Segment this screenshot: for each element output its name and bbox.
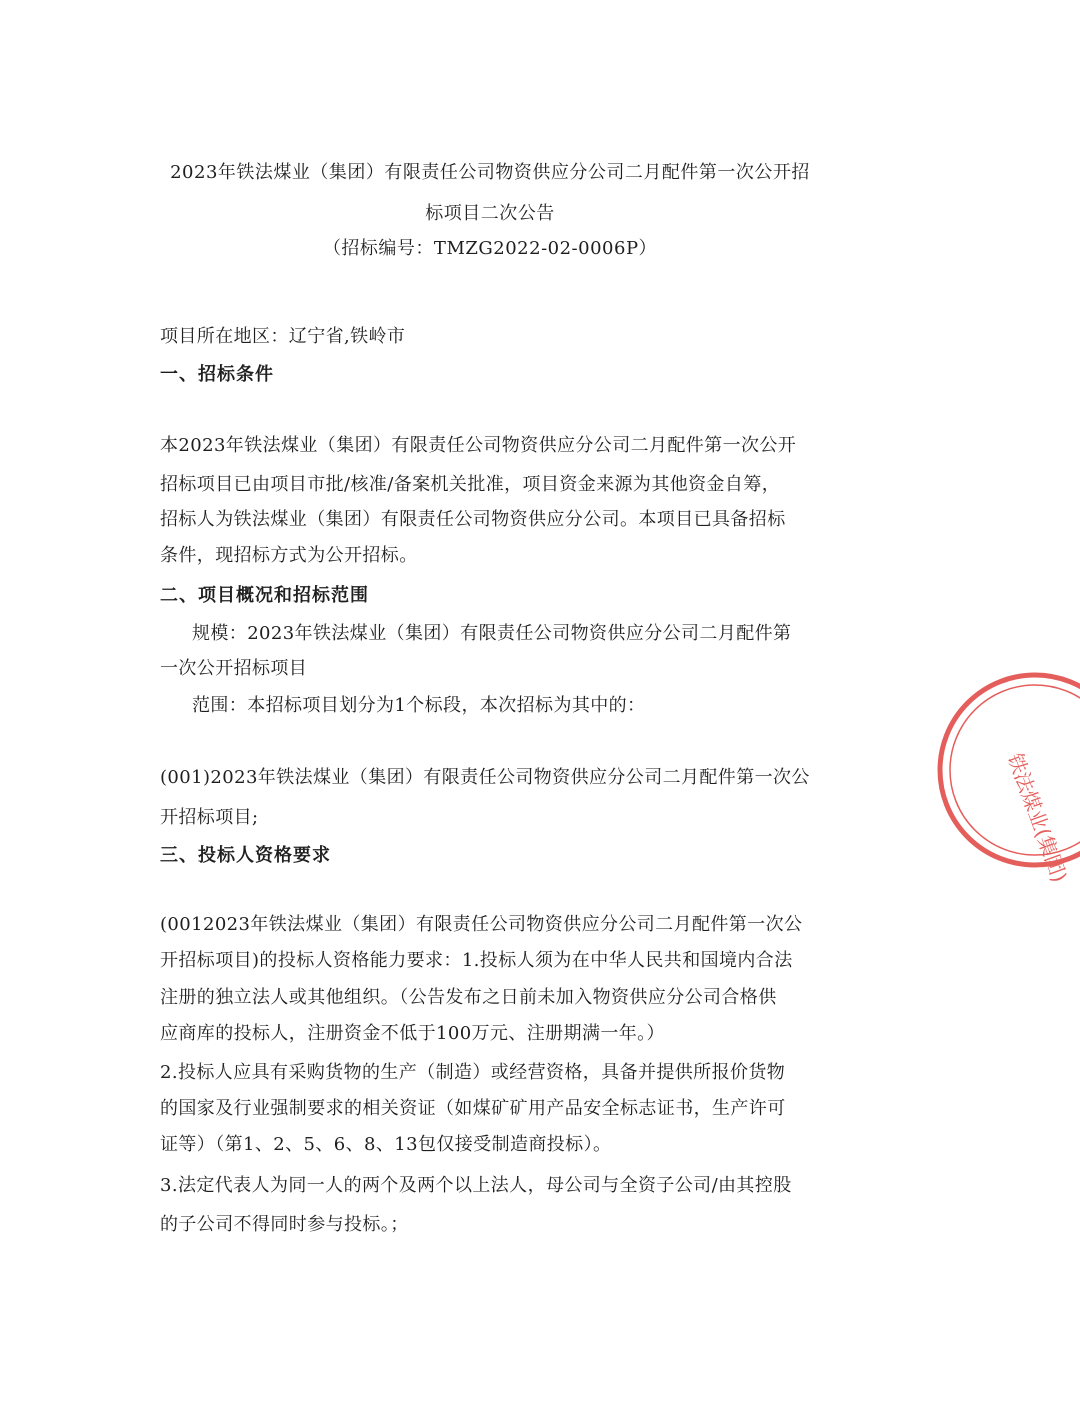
section-1-heading: 一、招标条件: [160, 364, 274, 385]
section-1-line-3: 招标人为铁法煤业（集团）有限责任公司物资供应分公司。本项目已具备招标: [160, 509, 786, 530]
lot-line-1: (001)2023年铁法煤业（集团）有限责任公司物资供应分公司二月配件第一次公: [160, 767, 810, 788]
scale-line-2: 一次公开招标项目: [160, 658, 308, 679]
title-line-1: 2023年铁法煤业（集团）有限责任公司物资供应分公司二月配件第一次公开招: [170, 162, 810, 183]
company-seal-stamp: [930, 660, 1080, 886]
scope-line: 范围：本招标项目划分为1个标段，本次招标为其中的：: [192, 695, 646, 716]
section-3-line-8: 3.法定代表人为同一人的两个及两个以上法人，母公司与全资子公司/由其控股: [160, 1175, 792, 1196]
section-3-line-1: (0012023年铁法煤业（集团）有限责任公司物资供应分公司二月配件第一次公: [160, 914, 803, 935]
section-3-line-7: 证等）（第1、2、5、6、8、13包仅接受制造商投标）。: [160, 1134, 612, 1155]
svg-text:铁法煤业(集团): 铁法煤业(集团): [1002, 749, 1072, 886]
project-location: 项目所在地区：辽宁省,铁岭市: [160, 326, 406, 347]
section-3-line-4: 应商库的投标人，注册资金不低于100万元、注册期满一年。）: [160, 1023, 665, 1044]
section-3-line-6: 的国家及行业强制要求的相关资证（如煤矿矿用产品安全标志证书，生产许可: [160, 1098, 786, 1119]
section-1-line-4: 条件，现招标方式为公开招标。: [160, 545, 418, 566]
section-1-line-2: 招标项目已由项目市批/核准/备案机关批准，项目资金来源为其他资金自筹，: [160, 474, 781, 495]
section-3-line-5: 2.投标人应具有采购货物的生产（制造）或经营资格，具备并提供所报价货物: [160, 1062, 786, 1083]
section-1-line-1: 本2023年铁法煤业（集团）有限责任公司物资供应分公司二月配件第一次公开: [160, 435, 797, 456]
section-3-line-3: 注册的独立法人或其他组织。（公告发布之日前未加入物资供应分公司合格供: [160, 987, 777, 1008]
bid-number: （招标编号：TMZG2022-02-0006P）: [322, 238, 658, 259]
section-3-line-2: 开招标项目)的投标人资格能力要求：1.投标人须为在中华人民共和国境内合法: [160, 950, 793, 971]
section-3-heading: 三、投标人资格要求: [160, 845, 331, 866]
section-3-line-9: 的子公司不得同时参与投标。；: [160, 1214, 409, 1235]
scale-line-1: 规模：2023年铁法煤业（集团）有限责任公司物资供应分公司二月配件第: [192, 623, 792, 644]
section-2-heading: 二、项目概况和招标范围: [160, 585, 369, 606]
lot-line-2: 开招标项目;: [160, 807, 259, 828]
title-line-2: 标项目二次公告: [425, 203, 555, 224]
